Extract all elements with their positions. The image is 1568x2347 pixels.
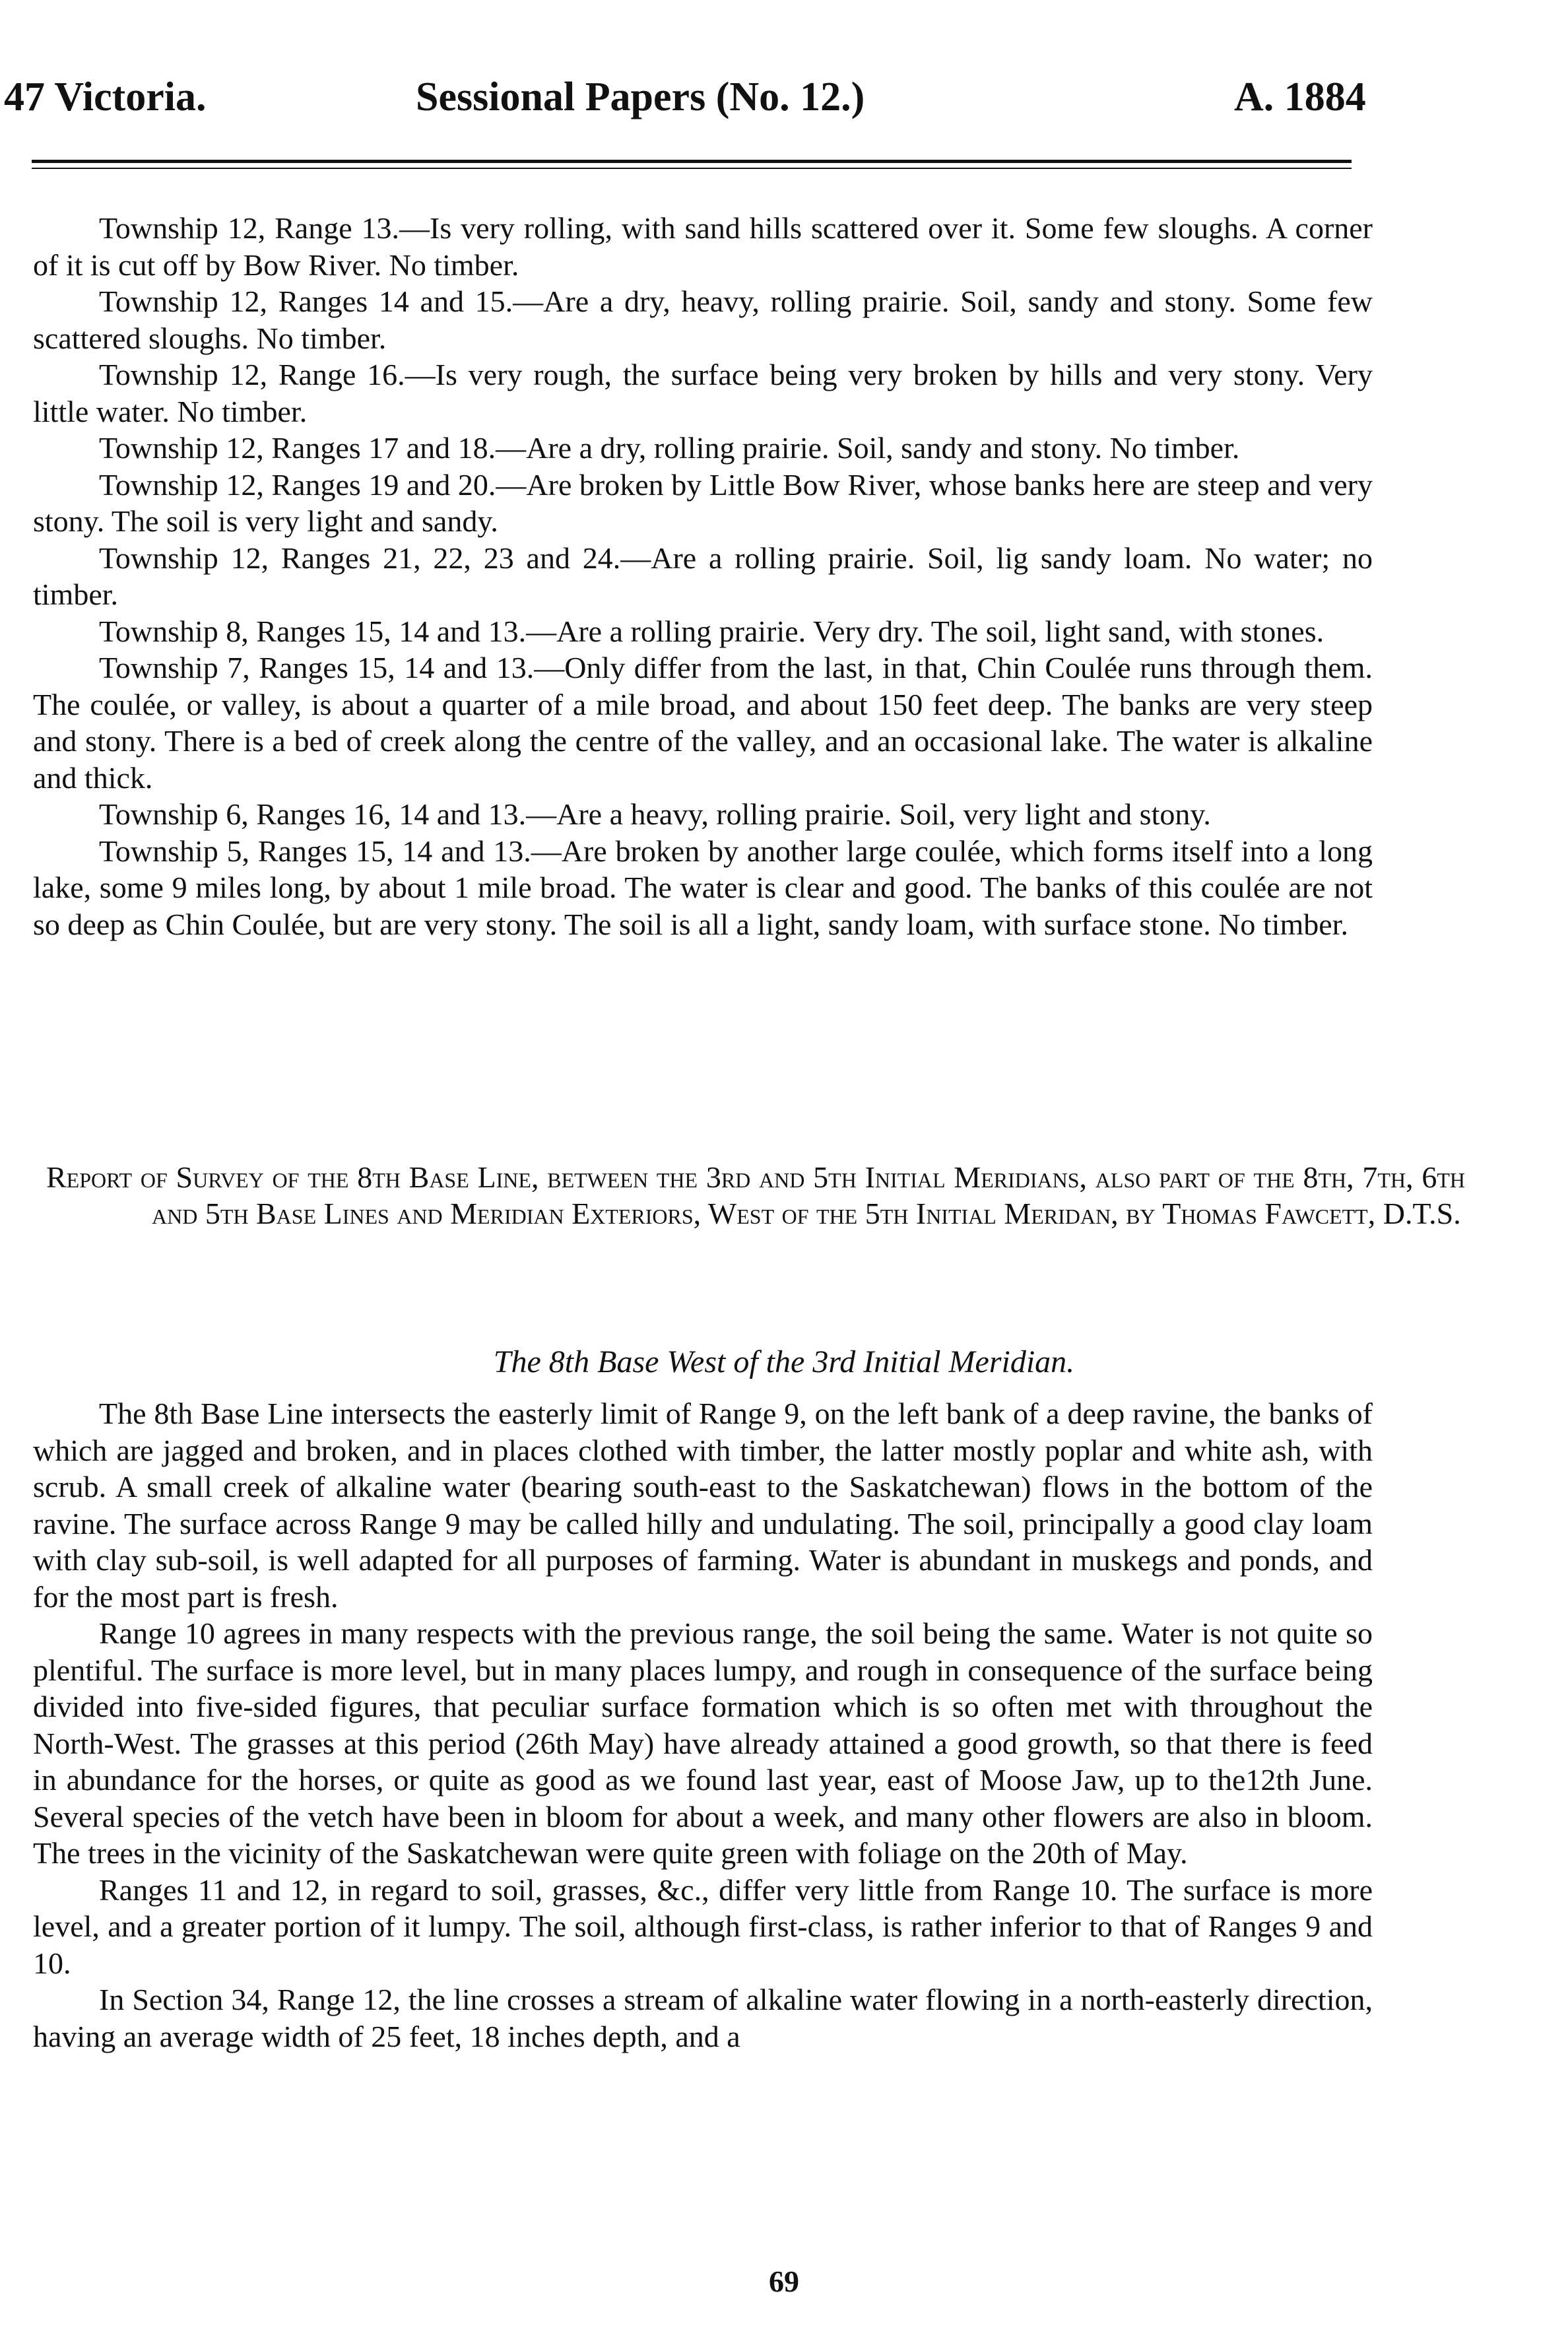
paragraph: Township 6, Ranges 16, 14 and 13.—Are a heavy, rolling prairie. Soil, very light and stony. xyxy=(99,797,1211,831)
paragraph: Township 8, Ranges 15, 14 and 13.—Are a rolling prairie. Very dry. The soil, light sand, with stones. xyxy=(99,614,1324,648)
paragraph: Township 12, Range 16.—Is very rough, the surface being very broken by hills and very stony. Very little water. No timber. xyxy=(33,358,1373,428)
page-number: 69 xyxy=(769,2264,799,2298)
paragraph: Township 5, Ranges 15, 14 and 13.—Are broken by another large coulée, which forms itself into a long lake, some 9 miles long, by about 1 mile broad. The water is clear and good. The banks of this coulée are not so deep as Chin Coulée, but are very stony. The soil is all a light, sandy loam, with surface stone. No timber. xyxy=(33,834,1373,941)
paragraph: Township 12, Ranges 14 and 15.—Are a dry, heavy, rolling prairie. Soil, sandy and stony. Some few scattered sloughs. No timber. xyxy=(33,284,1373,355)
header-year: A. 1884 xyxy=(1234,75,1366,119)
header-rule-thick xyxy=(32,160,1352,163)
paragraph: Ranges 11 and 12, in regard to soil, grasses, &c., differ very little from Range 10. The surface is more level, and a greater portion of it lumpy. The soil, although first-class, is rather inferior to that of Ranges 9 and 10. xyxy=(33,1872,1373,1980)
running-header xyxy=(0,74,1568,153)
header-title: Sessional Papers (No. 12.) xyxy=(416,75,865,119)
paragraph: Range 10 agrees in many respects with the previous range, the soil being the same. Water is not quite so plentiful. The surface is more level, but in many places lumpy, and rough in consequence of the surface being divided into five-sided figures, that peculiar surface formation which is so often met with throughout the North-West. The grasses at this period (26th May) have already attained a good growth, so that there is feed in abundance for the horses, or quite as good as we found last year, east of Moose Jaw, up to the12th June. Several species of the vetch have been in bloom for about a week, and many other flowers are also in bloom. The trees in the vicinity of the Saskatchewan were quite green with foliage on the 20th of May. xyxy=(33,1616,1373,1870)
base-line-report xyxy=(33,1395,1373,2055)
township-descriptions xyxy=(33,210,1373,942)
paragraph: In Section 34, Range 12, the line crosses a stream of alkaline water flowing in a north-easterly direction, having an average width of 25 feet, 18 inches depth, and a xyxy=(33,1983,1373,2053)
report-heading: Report of Survey of the 8th Base Line, between the 3rd and 5th Initial Meridians, also part of the 8th, 7th, 6th and 5th Base Lines and Meridian Exteriors, West of the 5th Initial Meridan, by Thomas Fawcett, D.T.S. xyxy=(46,1160,1465,1230)
paragraph: Township 12, Ranges 17 and 18.—Are a dry, rolling prairie. Soil, sandy and stony. No timber. xyxy=(99,431,1240,465)
paragraph: Township 12, Ranges 21, 22, 23 and 24.—Are a rolling prairie. Soil, lig sandy loam. No water; no timber. xyxy=(33,541,1373,611)
paragraph: Township 12, Range 13.—Is very rolling, with sand hills scattered over it. Some few sloughs. A corner of it is cut off by Bow River. No timber. xyxy=(33,211,1373,282)
header-volume: 47 Victoria. xyxy=(4,75,207,119)
paragraph: Township 12, Ranges 19 and 20.—Are broken by Little Bow River, whose banks here are steep and very stony. The soil is very light and sandy. xyxy=(33,467,1373,538)
header-rule-thin xyxy=(32,168,1352,169)
section-subheading: The 8th Base West of the 3rd Initial Meridian. xyxy=(493,1344,1075,1379)
paragraph: The 8th Base Line intersects the easterly limit of Range 9, on the left bank of a deep ravine, the banks of which are jagged and broken, and in places clothed with timber, the latter mostly poplar and white ash, with scrub. A small creek of alkaline water (bearing south-east to the Saskatchewan) flows in the bottom of the ravine. The surface across Range 9 may be called hilly and undulating. The soil, principally a good clay loam with clay sub-soil, is well adapted for all purposes of farming. Water is abundant in muskegs and ponds, and for the most part is fresh. xyxy=(33,1397,1373,1614)
paragraph: Township 7, Ranges 15, 14 and 13.—Only differ from the last, in that, Chin Coulée runs through them. The coulée, or valley, is about a quarter of a mile broad, and about 150 feet deep. The banks are very steep and stony. There is a bed of creek along the centre of the valley, and an occasional lake. The water is alkaline and thick. xyxy=(33,651,1373,795)
